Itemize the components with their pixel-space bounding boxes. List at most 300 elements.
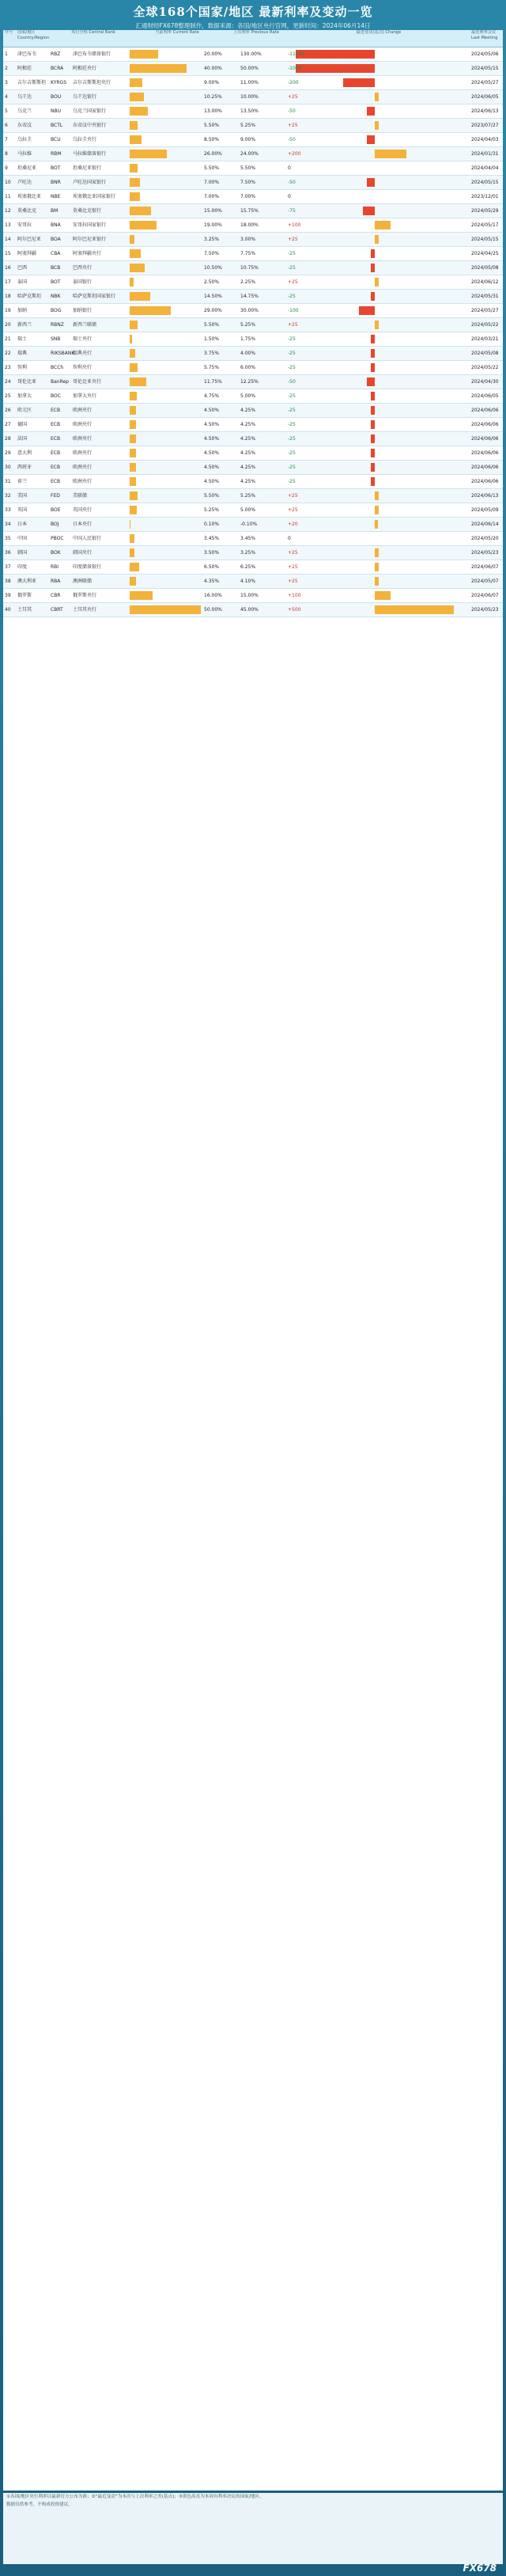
row-bank-name: 莫桑比克银行 <box>73 208 102 214</box>
row-bank-code: BOE <box>51 507 61 513</box>
change-bar <box>371 363 375 372</box>
row-index: 11 <box>5 194 11 199</box>
row-current-rate: 4.50% <box>204 450 220 456</box>
row-change: -25 <box>288 265 296 271</box>
change-bar <box>375 491 379 500</box>
change-bar <box>371 264 375 272</box>
row-current-rate: 11.75% <box>204 379 222 385</box>
row-country: 瑞典 <box>17 351 28 356</box>
table-row <box>3 233 503 247</box>
row-last-meeting: 2024/05/06 <box>471 51 499 57</box>
row-bank-name: 印度储备银行 <box>73 564 102 570</box>
change-bar <box>375 506 379 514</box>
current-rate-bar <box>130 50 158 59</box>
row-country: 中国 <box>17 536 28 541</box>
row-country: 泰国 <box>17 279 28 285</box>
row-current-rate: 14.50% <box>204 294 222 299</box>
row-previous-rate: 18.00% <box>240 222 259 228</box>
row-change: -25 <box>288 422 296 427</box>
row-last-meeting: 2024/06/13 <box>471 493 499 499</box>
row-bank-code: RBM <box>51 151 62 157</box>
row-bank-code: ECB <box>51 436 61 442</box>
row-bank-name: 哈萨克斯坦国家银行 <box>73 294 116 299</box>
current-rate-bar <box>130 235 134 244</box>
row-change: -25 <box>288 479 296 484</box>
table-row <box>3 546 503 560</box>
row-previous-rate: 10.00% <box>240 94 259 100</box>
row-change: 0 <box>288 165 291 171</box>
row-last-meeting: 2024/05/27 <box>471 80 499 85</box>
row-last-meeting: 2024/06/06 <box>471 465 499 470</box>
row-change: -25 <box>288 393 296 399</box>
current-rate-bar <box>130 164 138 173</box>
row-change: +25 <box>288 564 298 570</box>
row-bank-name: 阿尔巴尼亚银行 <box>73 237 107 242</box>
row-country: 阿尔巴尼亚 <box>17 237 42 242</box>
row-previous-rate: 2.25% <box>240 279 256 285</box>
row-last-meeting: 2024/06/05 <box>471 393 499 399</box>
table-row <box>3 133 503 147</box>
table-row <box>3 446 503 461</box>
row-last-meeting: 2024/04/03 <box>471 137 499 142</box>
current-rate-bar <box>130 591 153 600</box>
row-current-rate: 4.50% <box>204 479 220 484</box>
row-country: 英国 <box>17 507 28 513</box>
row-index: 7 <box>5 137 8 142</box>
row-bank-name: 马拉维储备银行 <box>73 151 107 157</box>
row-index: 26 <box>5 408 11 413</box>
row-bank-code: BCU <box>51 137 61 142</box>
row-current-rate: 9.00% <box>204 80 220 85</box>
row-index: 36 <box>5 550 11 556</box>
row-bank-code: BOT <box>51 165 61 171</box>
change-bar <box>371 420 375 429</box>
row-current-rate: 5.50% <box>204 493 220 499</box>
table-row <box>3 318 503 332</box>
row-country: 加拿大 <box>17 393 32 399</box>
row-bank-code: RBNZ <box>51 322 64 328</box>
row-previous-rate: 5.00% <box>240 507 256 513</box>
row-bank-code: ECB <box>51 422 61 427</box>
header-country: 国家/地区 Country/Region <box>17 30 50 40</box>
row-last-meeting: 2024/05/08 <box>471 265 499 271</box>
row-last-meeting: 2024/05/27 <box>471 308 499 313</box>
row-previous-rate: -0.10% <box>240 522 258 527</box>
change-bar <box>375 520 378 529</box>
row-bank-code: BOK <box>51 550 61 556</box>
change-bar <box>343 78 375 87</box>
current-rate-bar <box>130 64 187 73</box>
row-last-meeting: 2024/05/08 <box>471 351 499 356</box>
row-current-rate: 50.00% <box>204 607 222 613</box>
row-current-rate: 40.00% <box>204 66 222 71</box>
row-last-meeting: 2024/05/22 <box>471 322 499 328</box>
row-last-meeting: 2023/12/01 <box>471 194 499 199</box>
row-previous-rate: 4.25% <box>240 479 256 484</box>
row-current-rate: 16.00% <box>204 593 222 598</box>
row-bank-code: CBR <box>51 593 61 598</box>
row-country: 阿塞拜疆 <box>17 251 37 256</box>
page-subtitle: 汇通财经FX678整理制作，数据来源：各国/地区央行官网，更新时间：2024年06月14日 <box>135 22 371 29</box>
current-rate-bar <box>130 207 151 215</box>
current-rate-bar <box>130 363 138 372</box>
row-index: 4 <box>5 94 8 100</box>
row-previous-rate: 5.25% <box>240 123 256 128</box>
current-rate-bar <box>130 306 171 315</box>
row-country: 俄罗斯 <box>17 593 32 598</box>
row-last-meeting: 2024/04/30 <box>471 379 499 385</box>
header-change: 最近变动(基点) Change <box>356 30 402 35</box>
row-previous-rate: 14.75% <box>240 294 259 299</box>
row-index: 22 <box>5 351 11 356</box>
row-last-meeting: 2024/05/20 <box>471 536 499 541</box>
row-bank-name: 阿塞拜疆央行 <box>73 251 102 256</box>
change-bar <box>375 235 379 244</box>
row-change: -200 <box>288 80 299 85</box>
row-previous-rate: 6.00% <box>240 365 256 370</box>
row-bank-code: BanRep <box>51 379 69 385</box>
row-last-meeting: 2024/05/23 <box>471 607 499 613</box>
row-country: 哥伦比亚 <box>17 379 37 385</box>
row-current-rate: 29.00% <box>204 308 222 313</box>
row-bank-code: PBOC <box>51 536 64 541</box>
row-change: -25 <box>288 465 296 470</box>
table-row <box>3 161 503 176</box>
row-bank-name: 日本央行 <box>73 522 93 527</box>
row-last-meeting: 2024/01/31 <box>471 151 499 157</box>
table-row <box>3 432 503 446</box>
row-bank-name: 美联储 <box>73 493 88 499</box>
row-current-rate: 3.50% <box>204 550 220 556</box>
brand-logo: FX678 <box>463 2563 497 2574</box>
current-rate-bar <box>130 178 140 187</box>
footnote-line: 数据仅供参考，不构成投资建议。 <box>6 2502 73 2507</box>
row-last-meeting: 2024/04/04 <box>471 165 499 171</box>
current-rate-bar <box>130 321 138 329</box>
row-index: 27 <box>5 422 11 427</box>
row-last-meeting: 2024/05/15 <box>471 66 499 71</box>
row-bank-code: SNB <box>51 336 61 342</box>
row-bank-name: 智利央行 <box>73 365 93 370</box>
row-index: 9 <box>5 165 8 171</box>
row-previous-rate: 3.25% <box>240 550 256 556</box>
row-current-rate: 4.50% <box>204 422 220 427</box>
row-change: +25 <box>288 279 298 285</box>
current-rate-bar <box>130 264 145 272</box>
current-rate-bar <box>130 192 140 201</box>
row-index: 34 <box>5 522 11 527</box>
row-change: -100 <box>288 308 299 313</box>
row-last-meeting: 2024/06/12 <box>471 279 499 285</box>
row-country: 乌干达 <box>17 94 32 100</box>
row-last-meeting: 2024/04/25 <box>471 251 499 256</box>
row-current-rate: 10.25% <box>204 94 222 100</box>
row-change: -25 <box>288 365 296 370</box>
row-bank-name: 乌克兰国家银行 <box>73 108 107 114</box>
header-current-rate: 当前利率 Current Rate <box>155 30 199 35</box>
row-change: +25 <box>288 550 298 556</box>
row-index: 3 <box>5 80 8 85</box>
table-row <box>3 261 503 275</box>
row-bank-code: BCRA <box>51 66 64 71</box>
row-bank-name: 英国央行 <box>73 507 93 513</box>
row-current-rate: 5.75% <box>204 365 220 370</box>
row-bank-code: BNR <box>51 180 61 185</box>
row-last-meeting: 2024/06/05 <box>471 94 499 100</box>
change-bar <box>375 221 391 230</box>
row-previous-rate: 4.25% <box>240 450 256 456</box>
row-bank-code: NBU <box>51 108 61 114</box>
current-rate-bar <box>130 420 136 429</box>
row-bank-name: 津巴布韦储备银行 <box>73 51 111 57</box>
row-bank-name: 俄罗斯央行 <box>73 593 97 598</box>
header-bank: 央行全称 Central Bank <box>71 30 115 35</box>
row-index: 10 <box>5 180 11 185</box>
change-bar <box>375 278 379 286</box>
change-bar <box>375 93 379 101</box>
row-bank-code: BNA <box>51 222 61 228</box>
table-row <box>3 119 503 133</box>
row-index: 19 <box>5 308 11 313</box>
current-rate-bar <box>130 534 134 543</box>
table-row <box>3 475 503 489</box>
row-change: +100 <box>288 593 301 598</box>
row-index: 33 <box>5 507 11 513</box>
table-row <box>3 47 503 62</box>
change-bar <box>367 377 375 386</box>
row-previous-rate: 4.00% <box>240 351 256 356</box>
row-change: -75 <box>288 208 296 214</box>
row-change: +20 <box>288 522 298 527</box>
row-country: 德国 <box>17 422 28 427</box>
row-index: 24 <box>5 379 11 385</box>
row-bank-name: 中国人民银行 <box>73 536 102 541</box>
row-country: 阿根廷 <box>17 66 32 71</box>
row-previous-rate: 5.25% <box>240 493 256 499</box>
row-change: 0 <box>288 536 291 541</box>
row-change: +500 <box>288 607 301 613</box>
row-previous-rate: 4.25% <box>240 465 256 470</box>
row-last-meeting: 2024/05/15 <box>471 180 499 185</box>
change-bar <box>375 150 406 158</box>
table-row <box>3 375 503 389</box>
change-bar <box>371 434 375 443</box>
row-change: -11000 <box>288 51 305 57</box>
row-previous-rate: 15.75% <box>240 208 259 214</box>
row-last-meeting: 2024/06/06 <box>471 479 499 484</box>
row-bank-code: BOA <box>51 237 61 242</box>
row-change: -50 <box>288 108 296 114</box>
rate-table <box>3 30 503 2491</box>
row-country: 吉尔吉斯斯坦 <box>17 80 47 85</box>
row-country: 印度 <box>17 564 28 570</box>
row-current-rate: 5.25% <box>204 507 220 513</box>
row-change: +100 <box>288 222 301 228</box>
row-bank-name: 瑞典央行 <box>73 351 93 356</box>
current-rate-bar <box>130 135 142 144</box>
row-last-meeting: 2024/05/15 <box>471 237 499 242</box>
row-last-meeting: 2024/05/31 <box>471 294 499 299</box>
row-index: 18 <box>5 294 11 299</box>
row-index: 5 <box>5 108 8 114</box>
row-bank-code: RBI <box>51 564 59 570</box>
row-change: -1000 <box>288 66 302 71</box>
row-previous-rate: 6.25% <box>240 564 256 570</box>
row-bank-name: 欧洲央行 <box>73 422 93 427</box>
row-previous-rate: 30.00% <box>240 308 259 313</box>
row-current-rate: 3.75% <box>204 351 220 356</box>
change-bar <box>371 449 375 457</box>
row-current-rate: 26.00% <box>204 151 222 157</box>
change-bar <box>363 207 375 215</box>
row-previous-rate: 9.00% <box>240 137 256 142</box>
table-row <box>3 147 503 161</box>
row-bank-code: BCB <box>51 265 61 271</box>
row-index: 25 <box>5 393 11 399</box>
row-change: 0 <box>288 194 291 199</box>
table-row <box>3 275 503 290</box>
header-last-meeting: 最近利率会议 Last Meeting <box>471 30 498 40</box>
row-bank-name: 坦桑尼亚银行 <box>73 165 102 171</box>
row-change: +25 <box>288 94 298 100</box>
row-bank-name: 乌拉圭央行 <box>73 137 97 142</box>
row-country: 法国 <box>17 436 28 442</box>
row-change: +25 <box>288 507 298 513</box>
row-change: -25 <box>288 251 296 256</box>
current-rate-bar <box>130 121 138 130</box>
header-index: 序号 <box>5 30 13 35</box>
row-previous-rate: 130.00% <box>240 51 262 57</box>
row-change: -25 <box>288 294 296 299</box>
change-bar <box>371 406 375 415</box>
current-rate-bar <box>130 491 138 500</box>
row-bank-name: 哥伦比亚央行 <box>73 379 102 385</box>
row-country: 加纳 <box>17 308 28 313</box>
row-country: 巴西 <box>17 265 28 271</box>
row-index: 12 <box>5 208 11 214</box>
change-bar <box>371 249 375 258</box>
row-index: 39 <box>5 593 11 598</box>
row-country: 东帝汶 <box>17 123 32 128</box>
current-rate-bar <box>130 477 136 486</box>
row-bank-name: 东帝汶中央银行 <box>73 123 107 128</box>
row-bank-name: 土耳其央行 <box>73 607 97 613</box>
table-row <box>3 62 503 76</box>
row-country: 美国 <box>17 493 28 499</box>
row-bank-code: BOC <box>51 393 61 399</box>
row-bank-name: 加拿大央行 <box>73 393 97 399</box>
row-change: +25 <box>288 322 298 328</box>
row-last-meeting: 2024/06/06 <box>471 422 499 427</box>
row-previous-rate: 5.00% <box>240 393 256 399</box>
row-bank-name: 欧洲央行 <box>73 436 93 442</box>
row-index: 20 <box>5 322 11 328</box>
row-bank-code: BOJ <box>51 522 59 527</box>
page-title: 全球168个国家/地区 最新利率及变动一览 <box>133 5 373 19</box>
row-last-meeting: 2024/06/06 <box>471 408 499 413</box>
change-bar <box>367 178 375 187</box>
row-index: 38 <box>5 579 11 584</box>
row-country: 乌克兰 <box>17 108 32 114</box>
row-bank-code: NBE <box>51 194 61 199</box>
row-previous-rate: 50.00% <box>240 66 259 71</box>
row-last-meeting: 2024/06/06 <box>471 436 499 442</box>
change-bar <box>371 349 375 358</box>
row-current-rate: 10.50% <box>204 265 222 271</box>
row-previous-rate: 1.75% <box>240 336 256 342</box>
row-bank-name: 澳洲联储 <box>73 579 93 584</box>
current-rate-bar <box>130 150 167 158</box>
current-rate-bar <box>130 278 134 286</box>
row-previous-rate: 11.00% <box>240 80 259 85</box>
row-index: 28 <box>5 436 11 442</box>
row-bank-code: RBZ <box>51 51 61 57</box>
row-index: 37 <box>5 564 11 570</box>
row-index: 15 <box>5 251 11 256</box>
table-row <box>3 518 503 532</box>
row-previous-rate: 3.45% <box>240 536 256 541</box>
header-previous-rate: 上次利率 Previous Rate <box>233 30 279 35</box>
row-current-rate: 0.10% <box>204 522 220 527</box>
table-row <box>3 247 503 261</box>
row-country: 津巴布韦 <box>17 51 37 57</box>
row-bank-code: RBA <box>51 579 61 584</box>
current-rate-bar <box>130 292 150 301</box>
row-change: -50 <box>288 137 296 142</box>
row-index: 29 <box>5 450 11 456</box>
row-previous-rate: 7.75% <box>240 251 256 256</box>
row-bank-name: 乌干达银行 <box>73 94 97 100</box>
row-previous-rate: 7.00% <box>240 194 256 199</box>
row-last-meeting: 2024/06/06 <box>471 450 499 456</box>
row-previous-rate: 4.25% <box>240 408 256 413</box>
row-current-rate: 13.00% <box>204 108 222 114</box>
current-rate-bar <box>130 107 148 116</box>
current-rate-bar <box>130 463 136 472</box>
table-row <box>3 76 503 90</box>
row-index: 2 <box>5 66 8 71</box>
table-row <box>3 560 503 575</box>
row-current-rate: 7.00% <box>204 180 220 185</box>
row-current-rate: 5.50% <box>204 123 220 128</box>
row-bank-code: BM <box>51 208 59 214</box>
change-bar <box>371 392 375 400</box>
row-bank-code: FED <box>51 493 60 499</box>
table-row <box>3 204 503 218</box>
row-last-meeting: 2023/07/27 <box>471 123 499 128</box>
row-bank-code: ECB <box>51 479 61 484</box>
row-country: 意大利 <box>17 450 32 456</box>
current-rate-bar <box>130 406 136 415</box>
row-previous-rate: 5.50% <box>240 165 256 171</box>
row-current-rate: 4.35% <box>204 579 220 584</box>
current-rate-bar <box>130 506 137 514</box>
row-current-rate: 7.50% <box>204 251 220 256</box>
row-index: 17 <box>5 279 11 285</box>
table-row <box>3 418 503 432</box>
row-bank-code: CBA <box>51 251 61 256</box>
row-bank-code: RIKSBANK <box>51 351 75 356</box>
change-bar <box>359 306 375 315</box>
row-bank-name: 安哥拉国家银行 <box>73 222 107 228</box>
current-rate-bar <box>130 221 157 230</box>
table-row <box>3 532 503 546</box>
change-bar <box>375 577 379 586</box>
current-rate-bar <box>130 563 139 571</box>
row-country: 新西兰 <box>17 322 32 328</box>
row-change: +200 <box>288 151 301 157</box>
row-current-rate: 8.50% <box>204 137 220 142</box>
